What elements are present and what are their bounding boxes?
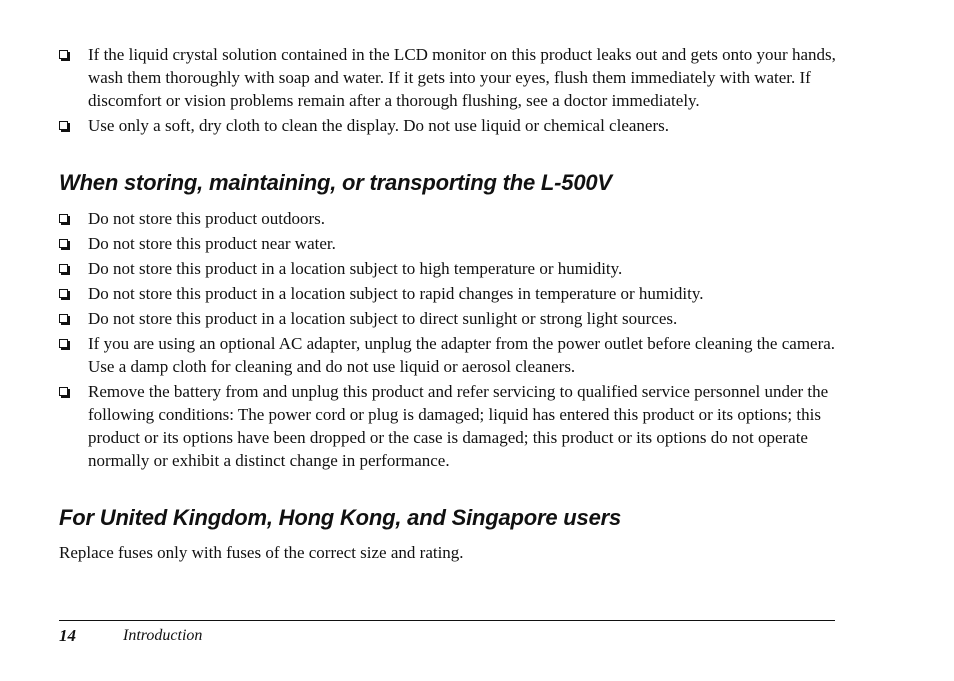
- list-item-text: Do not store this product near water.: [88, 234, 336, 253]
- checkbox-bullet-icon: [59, 264, 68, 273]
- checkbox-bullet-icon: [59, 121, 68, 130]
- list-item-text: Do not store this product in a location subject to rapid changes in temperature or humidity.: [88, 284, 704, 303]
- list-item: [59, 282, 849, 305]
- list-item-text: Remove the battery from and unplug this product and refer servicing to qualified service personnel under the following conditions: The power cord or plug is damaged; liquid has entered this product or its options; this product or its options have been dropped or the case is damaged; this product or its options do not operate normally or exhibit a distinct change in performance.: [88, 382, 829, 470]
- storing-list: [59, 207, 849, 474]
- list-item: [59, 207, 849, 230]
- list-item: [59, 332, 849, 378]
- list-item-text: Do not store this product in a location subject to direct sunlight or strong light sources.: [88, 309, 678, 328]
- list-item-text: Do not store this product in a location subject to high temperature or humidity.: [88, 259, 623, 278]
- list-item: [59, 114, 849, 137]
- uk-fuse-paragraph: Replace fuses only with fuses of the correct size and rating.: [59, 543, 464, 562]
- list-item: [59, 232, 849, 255]
- lcd-safety-list: [59, 43, 849, 139]
- list-item: [59, 257, 849, 280]
- checkbox-bullet-icon: [59, 314, 68, 323]
- list-item: [59, 380, 849, 472]
- list-item-text: Do not store this product outdoors.: [88, 209, 326, 228]
- list-item: [59, 43, 849, 112]
- checkbox-bullet-icon: [59, 214, 68, 223]
- footer-section-name: Introduction: [123, 627, 203, 644]
- footer-divider: [59, 620, 835, 621]
- page-number: 14: [59, 626, 76, 645]
- list-item-text: If the liquid crystal solution contained in the LCD monitor on this product leaks out and gets onto your hands, wash them thoroughly with soap and water. If it gets into your eyes, flush them immediately with water. If discomfort or vision problems remain after a thorough flushing, see a doctor immediately.: [88, 45, 836, 110]
- checkbox-bullet-icon: [59, 339, 68, 348]
- list-item-text: Use only a soft, dry cloth to clean the display. Do not use liquid or chemical cleaners.: [88, 116, 669, 135]
- checkbox-bullet-icon: [59, 50, 68, 59]
- checkbox-bullet-icon: [59, 289, 68, 298]
- list-item-text: If you are using an optional AC adapter, unplug the adapter from the power outlet before cleaning the camera. Use a damp cloth for cleaning and do not use liquid or aerosol cleaners.: [88, 334, 836, 376]
- section-heading-storing: When storing, maintaining, or transporting the L-500V: [59, 170, 612, 195]
- checkbox-bullet-icon: [59, 387, 68, 396]
- checkbox-bullet-icon: [59, 239, 68, 248]
- list-item: [59, 307, 849, 330]
- section-heading-uk: For United Kingdom, Hong Kong, and Singapore users: [59, 505, 622, 530]
